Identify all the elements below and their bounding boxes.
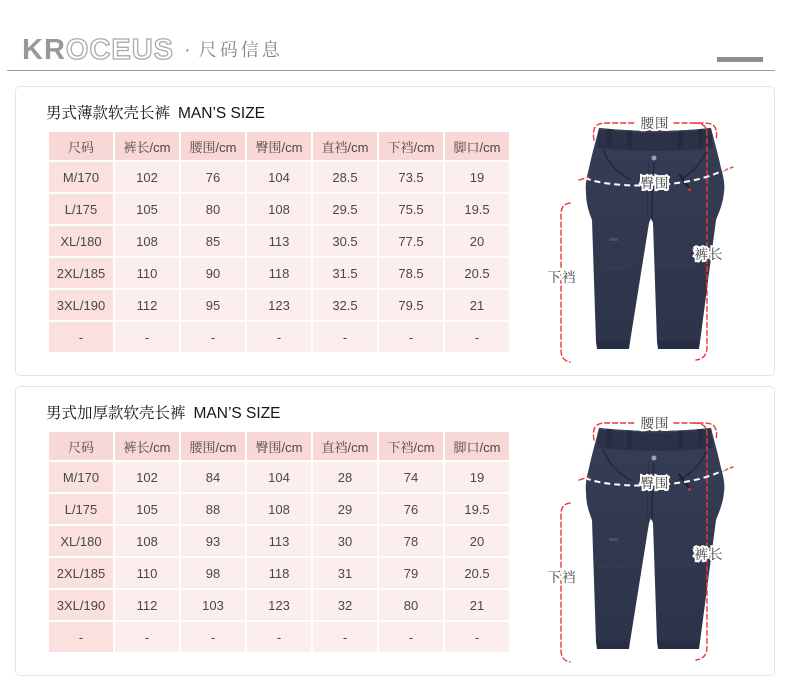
waist-button bbox=[652, 456, 657, 461]
column-header: 脚口/cm bbox=[445, 432, 509, 460]
column-header: 腰围/cm bbox=[181, 132, 245, 160]
measure-cell: 73.5 bbox=[379, 162, 443, 192]
size-table bbox=[47, 430, 511, 654]
measure-cell: 110 bbox=[115, 558, 179, 588]
column-header: 裤长/cm bbox=[115, 132, 179, 160]
measure-cell: 32.5 bbox=[313, 290, 377, 320]
measure-cell: 113 bbox=[247, 226, 311, 256]
measure-cell: - bbox=[247, 622, 311, 652]
size-cell: M/170 bbox=[49, 162, 113, 192]
size-cell: 3XL/190 bbox=[49, 590, 113, 620]
waist-label: 腰围 bbox=[640, 116, 670, 131]
measure-cell: 75.5 bbox=[379, 194, 443, 224]
inseam-label: 下裆 bbox=[547, 570, 577, 585]
pants-figure bbox=[539, 396, 774, 668]
hip-label: 臀围 bbox=[640, 176, 670, 191]
column-header: 下裆/cm bbox=[379, 132, 443, 160]
measure-cell: 108 bbox=[115, 226, 179, 256]
measure-cell: 110 bbox=[115, 258, 179, 288]
measure-cell: 104 bbox=[247, 162, 311, 192]
measure-cell: 76 bbox=[181, 162, 245, 192]
size-cell: M/170 bbox=[49, 462, 113, 492]
measure-cell: 112 bbox=[115, 590, 179, 620]
measure-cell: 103 bbox=[181, 590, 245, 620]
measure-cell: 20 bbox=[445, 226, 509, 256]
measure-cell: 104 bbox=[247, 462, 311, 492]
measure-cell: 84 bbox=[181, 462, 245, 492]
panel-title-cn: 男式加厚款软壳长裤 bbox=[46, 405, 186, 422]
size-cell: 3XL/190 bbox=[49, 290, 113, 320]
table-header-row bbox=[49, 132, 509, 160]
measure-cell: 105 bbox=[115, 494, 179, 524]
inseam-label: 下裆 bbox=[547, 270, 577, 285]
measure-cell: 31 bbox=[313, 558, 377, 588]
measure-cell: 30.5 bbox=[313, 226, 377, 256]
pants-body bbox=[586, 125, 725, 349]
size-cell: L/175 bbox=[49, 494, 113, 524]
measure-cell: 88 bbox=[181, 494, 245, 524]
size-table bbox=[47, 130, 511, 354]
pants-illustration bbox=[539, 96, 774, 368]
length-label: 裤长 bbox=[694, 247, 724, 262]
table-row bbox=[49, 194, 509, 224]
waist-label: 腰围 bbox=[640, 416, 670, 431]
size-cell: 2XL/185 bbox=[49, 558, 113, 588]
column-header: 臀围/cm bbox=[247, 132, 311, 160]
panel-title-en: MAN’S SIZE bbox=[178, 105, 265, 122]
measure-cell: 123 bbox=[247, 290, 311, 320]
measure-cell: 80 bbox=[379, 590, 443, 620]
size-cell: XL/180 bbox=[49, 226, 113, 256]
measure-cell: 32 bbox=[313, 590, 377, 620]
measure-cell: 79.5 bbox=[379, 290, 443, 320]
measure-cell: 20.5 bbox=[445, 558, 509, 588]
measure-cell: - bbox=[181, 622, 245, 652]
column-header: 腰围/cm bbox=[181, 432, 245, 460]
table-row bbox=[49, 322, 509, 352]
size-panel bbox=[15, 86, 775, 376]
measure-cell: - bbox=[445, 622, 509, 652]
measure-cell: 78.5 bbox=[379, 258, 443, 288]
brand-separator: · bbox=[184, 39, 191, 61]
brand-logo-bold: KR bbox=[22, 34, 66, 66]
measure-cell: 98 bbox=[181, 558, 245, 588]
measure-cell: 31.5 bbox=[313, 258, 377, 288]
measure-cell: 19.5 bbox=[445, 494, 509, 524]
measure-cell: 102 bbox=[115, 162, 179, 192]
size-cell: L/175 bbox=[49, 194, 113, 224]
header-divider bbox=[7, 70, 775, 71]
measure-cell: 79 bbox=[379, 558, 443, 588]
size-cell: - bbox=[49, 622, 113, 652]
column-header: 下裆/cm bbox=[379, 432, 443, 460]
measure-cell: - bbox=[313, 622, 377, 652]
measure-cell: 78 bbox=[379, 526, 443, 556]
measure-cell: 102 bbox=[115, 462, 179, 492]
measure-cell: 85 bbox=[181, 226, 245, 256]
measure-cell: 105 bbox=[115, 194, 179, 224]
measure-cell: 113 bbox=[247, 526, 311, 556]
size-panels bbox=[0, 86, 790, 676]
column-header: 尺码 bbox=[49, 432, 113, 460]
measure-cell: 93 bbox=[181, 526, 245, 556]
measure-cell: 80 bbox=[181, 194, 245, 224]
measure-cell: 118 bbox=[247, 558, 311, 588]
pants-illustration bbox=[539, 396, 774, 668]
measure-cell: 90 bbox=[181, 258, 245, 288]
measure-cell: 118 bbox=[247, 258, 311, 288]
measure-cell: 28.5 bbox=[313, 162, 377, 192]
table-header-row bbox=[49, 432, 509, 460]
size-cell: - bbox=[49, 322, 113, 352]
pants-figure bbox=[539, 96, 774, 368]
size-panel bbox=[15, 386, 775, 676]
measure-cell: 112 bbox=[115, 290, 179, 320]
table-row bbox=[49, 590, 509, 620]
measure-cell: 108 bbox=[115, 526, 179, 556]
table-row bbox=[49, 258, 509, 288]
measure-cell: 108 bbox=[247, 194, 311, 224]
table-row bbox=[49, 290, 509, 320]
measure-cell: 19 bbox=[445, 162, 509, 192]
measure-cell: 29 bbox=[313, 494, 377, 524]
size-cell: XL/180 bbox=[49, 526, 113, 556]
measure-cell: 19.5 bbox=[445, 194, 509, 224]
panel-title bbox=[46, 401, 281, 423]
measure-cell: 108 bbox=[247, 494, 311, 524]
measure-cell: 123 bbox=[247, 590, 311, 620]
panel-title bbox=[46, 101, 265, 123]
column-header: 直裆/cm bbox=[313, 132, 377, 160]
pants-body bbox=[586, 425, 725, 649]
measure-cell: - bbox=[445, 322, 509, 352]
measure-cell: 19 bbox=[445, 462, 509, 492]
measure-cell: 30 bbox=[313, 526, 377, 556]
measure-cell: 21 bbox=[445, 590, 509, 620]
panel-title-cn: 男式薄款软壳长裤 bbox=[46, 105, 171, 122]
measure-cell: 95 bbox=[181, 290, 245, 320]
column-header: 裤长/cm bbox=[115, 432, 179, 460]
measure-cell: - bbox=[247, 322, 311, 352]
column-header: 尺码 bbox=[49, 132, 113, 160]
page-header bbox=[0, 0, 790, 86]
column-header: 臀围/cm bbox=[247, 432, 311, 460]
table-row bbox=[49, 226, 509, 256]
measure-cell: 76 bbox=[379, 494, 443, 524]
table-row bbox=[49, 494, 509, 524]
table-row bbox=[49, 558, 509, 588]
size-cell: 2XL/185 bbox=[49, 258, 113, 288]
column-header: 脚口/cm bbox=[445, 132, 509, 160]
table-row bbox=[49, 622, 509, 652]
measure-cell: 29.5 bbox=[313, 194, 377, 224]
measure-cell: - bbox=[313, 322, 377, 352]
measure-cell: - bbox=[115, 622, 179, 652]
table-row bbox=[49, 162, 509, 192]
measure-cell: 21 bbox=[445, 290, 509, 320]
measure-cell: - bbox=[181, 322, 245, 352]
brand-logo-outline: OCEUS bbox=[65, 34, 175, 66]
column-header: 直裆/cm bbox=[313, 432, 377, 460]
measure-cell: 28 bbox=[313, 462, 377, 492]
header-dash-decoration bbox=[717, 57, 763, 62]
table-row bbox=[49, 462, 509, 492]
page-title: 尺码信息 bbox=[198, 40, 283, 60]
measure-cell: 77.5 bbox=[379, 226, 443, 256]
measure-cell: - bbox=[115, 322, 179, 352]
measure-cell: - bbox=[379, 322, 443, 352]
measure-cell: - bbox=[379, 622, 443, 652]
panel-title-en: MAN’S SIZE bbox=[193, 405, 281, 422]
measure-cell: 20 bbox=[445, 526, 509, 556]
measure-cell: 20.5 bbox=[445, 258, 509, 288]
table-row bbox=[49, 526, 509, 556]
waist-button bbox=[652, 156, 657, 161]
length-label: 裤长 bbox=[694, 547, 724, 562]
brand-logo bbox=[22, 34, 283, 67]
hip-label: 臀围 bbox=[640, 476, 670, 491]
measure-cell: 74 bbox=[379, 462, 443, 492]
